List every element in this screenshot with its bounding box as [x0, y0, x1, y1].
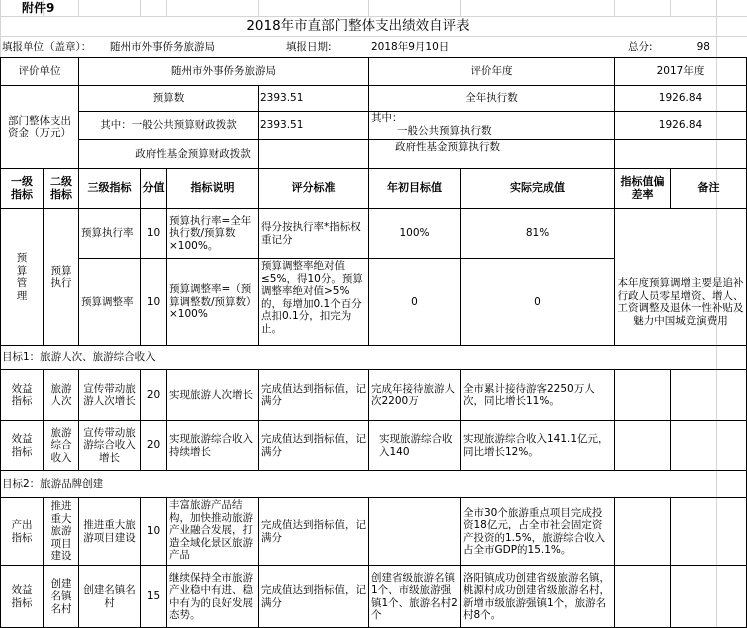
unit-label: 填报单位（盖章）：: [2, 40, 92, 53]
fund-exec-label: 政府性基金预算执行数: [395, 141, 500, 153]
eval-year-value: 2017年度: [656, 65, 705, 78]
row-exec-rate-actual: 81%: [525, 227, 550, 240]
page-title: 2018年市直部门整体支出绩效自评表: [246, 17, 470, 34]
rule: [670, 369, 671, 470]
eval-unit-value: 随州市外事侨务旅游局: [171, 65, 276, 78]
goal1-row2-score: 20: [146, 439, 161, 452]
goal2-row2-l2: 创建名镇名村: [50, 577, 72, 615]
goal2-row1-l1: 产出指标: [11, 519, 33, 544]
row-adjust-rate-desc: 预算调整率=（预算调整数/预算数）×100%: [169, 283, 252, 321]
goal2-row2-std: 完成值达到指标值，记满分: [261, 584, 366, 609]
goal1-row2-std: 完成值达到指标值，记满分: [261, 433, 366, 458]
header-l1: 一级指标: [11, 175, 33, 201]
goal-1-title: 目标1：旅游人次、旅游综合收入: [2, 351, 156, 364]
exec-value: 1926.84: [658, 92, 703, 105]
header-target: 年初目标值: [387, 181, 442, 195]
goal2-row1-score: 10: [146, 525, 161, 538]
row-adjust-rate-note: 本年度预算调增主要是追补行政人员零星增资、增人、工资调整及退休一性补贴及魅力中国城竞演费用: [617, 277, 744, 327]
fund-budget-label: 政府性基金预算财政拨款: [135, 147, 251, 160]
grid-line: [670, 0, 671, 16]
rule: [258, 85, 259, 168]
header-note: 备注: [697, 181, 720, 195]
goal1-row2-l2: 旅游综合收入: [50, 426, 72, 464]
general-exec-label-line-1: 其中：: [371, 112, 403, 124]
goal-2-title: 目标2：旅游品牌创建: [2, 477, 104, 490]
header-l2: 二级指标: [50, 175, 72, 201]
header-actual: 实际完成值: [510, 181, 565, 195]
header-l3: 三级指标: [87, 181, 132, 195]
unit-value: 随州市外事侨务旅游局: [110, 40, 215, 53]
goal1-row1-target: 完成年接待旅游人次2200万: [371, 382, 455, 407]
header-deviation: 指标值偏差率: [620, 175, 665, 201]
goal1-row2-l1: 效益指标: [11, 433, 33, 458]
row-exec-rate-l3: 预算执行率: [81, 227, 134, 240]
row-adjust-rate-std: 预算调整率绝对值≤5%，得10分。预算调整率绝对值>5%的，每增加0.1个百分点扣0.1分，扣完为止。: [261, 260, 363, 335]
general-budget-label: 其中：一般公共预算财政拨款: [100, 119, 237, 132]
grid-line: [614, 0, 615, 16]
budget-mgmt-l2: 预算执行: [50, 264, 72, 289]
row-exec-rate-target: 100%: [399, 227, 430, 240]
goal2-row1-l2: 推进重大旅游项目建设: [50, 500, 72, 563]
date-value: 2018年9月10日: [371, 40, 450, 53]
header-score: 分值: [142, 181, 165, 195]
annex-label: 附件9: [22, 0, 55, 15]
row-exec-rate-std: 得分按执行率*指标权重记分: [261, 221, 361, 246]
goal1-row2-actual: 实现旅游综合收入141.1亿元，同比增长12%。: [463, 433, 609, 458]
budget-mgmt-l1: 预算管理: [16, 252, 28, 302]
goal2-row1-l3: 推进重大旅游项目建设: [83, 519, 136, 544]
row-adjust-rate-l3: 预算调整率: [81, 295, 134, 308]
goal1-row1-l3: 宣传带动旅游人次增长: [83, 382, 136, 407]
goal2-row2-l1: 效益指标: [11, 584, 33, 609]
row-adjust-rate-target: 0: [411, 295, 418, 308]
goal2-row2-desc: 继续保持全市旅游产业稳中有进、稳中有为的良好发展态势。: [169, 571, 253, 621]
rule: [670, 497, 671, 627]
header-desc: 指标说明: [190, 181, 235, 195]
goal1-row1-l1: 效益指标: [11, 382, 33, 407]
total-score: 98: [696, 40, 710, 53]
general-exec-label-line-2: 一般公共预算执行数: [397, 124, 492, 137]
goal1-row2-desc: 实现旅游综合收入持续增长: [169, 433, 253, 458]
score-label: 总分:: [628, 40, 653, 53]
budget-label: 预算数: [152, 92, 185, 105]
general-exec-value: 1926.84: [658, 119, 703, 132]
goal2-row2-actual: 洛阳镇成功创建省级旅游名镇，桃源村成功创建省级旅游名村，新增市级旅游强镇1个，旅游名村8个。: [463, 571, 610, 621]
budget-value: 2393.51: [260, 92, 304, 105]
grid-line: [368, 0, 369, 16]
goal2-row2-score: 15: [146, 590, 161, 603]
goal2-row1-target: [369, 498, 460, 565]
goal1-row2-target: 实现旅游综合收入140: [379, 433, 453, 458]
goal2-row1-actual: 全市30个旅游重点项目完成投资18亿元，占全市社会固定资产投资的1.5%，旅游综合收入占全市GDP的15.1%。: [463, 506, 606, 556]
grid-line: [166, 0, 167, 16]
date-label: 填报日期:: [286, 40, 332, 53]
funds-label: 部门整体支出资金（万元）: [8, 114, 71, 139]
goal1-row1-actual: 全市累计接待游客2250万人次，同比增长11%。: [463, 382, 595, 407]
goal1-row1-score: 20: [146, 388, 161, 401]
grid-line: [258, 0, 259, 16]
header-std: 评分标准: [291, 181, 336, 195]
goal2-row1-std: 完成值达到指标值，记满分: [261, 519, 366, 544]
goal1-row1-l2: 旅游人次: [50, 382, 72, 407]
goal2-row2-target: 创建省级旅游名镇1个、市级旅游强镇1个、旅游名村2个: [371, 571, 458, 621]
row-adjust-rate-actual: 0: [534, 295, 541, 308]
row-adjust-rate-score: 10: [146, 295, 161, 308]
goal2-row2-l3: 创建名镇名村: [83, 584, 136, 609]
goal1-row1-desc: 实现旅游人次增长: [169, 388, 253, 401]
row-exec-rate-score: 10: [146, 227, 161, 240]
eval-year-label: 评价年度: [470, 65, 513, 78]
general-budget-value: 2393.51: [260, 119, 304, 132]
grid-line: [140, 0, 141, 16]
grid-line: [460, 0, 461, 16]
exec-label: 全年执行数: [465, 92, 518, 105]
eval-unit-label: 评价单位: [18, 65, 61, 78]
row-exec-rate-desc: 预算执行率=全年执行数/预算数×100%。: [169, 214, 252, 252]
goal2-row1-desc: 丰富旅游产品结构，加快推动旅游产业融合发展，打造全域化景区旅游产品: [169, 499, 253, 561]
goal1-row1-std: 完成值达到指标值，记满分: [261, 382, 366, 407]
rule: [614, 369, 615, 470]
general-exec-label: [371, 112, 614, 139]
rule: [614, 497, 615, 627]
goal1-row2-l3: 宣传带动旅游综合收入增长: [83, 426, 136, 464]
